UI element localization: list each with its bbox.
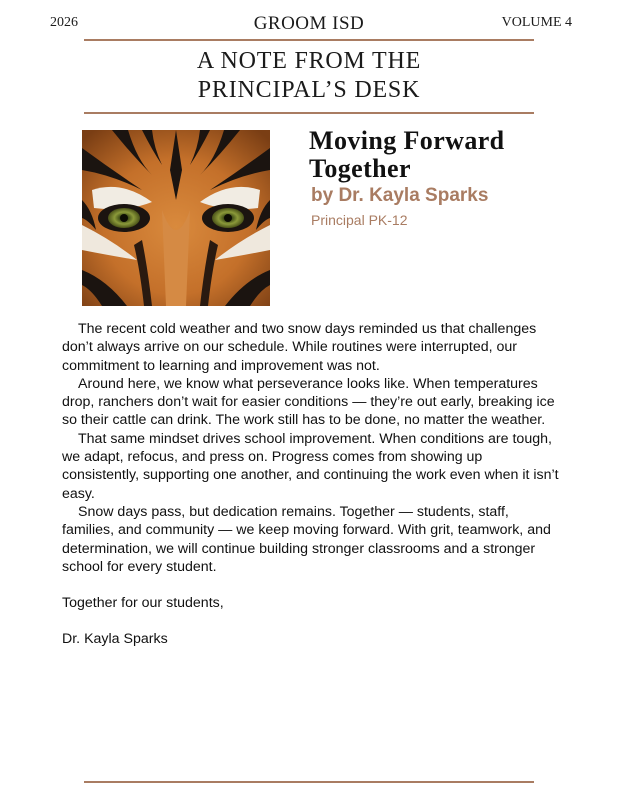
header-district: GROOM ISD	[253, 13, 365, 34]
article-byline: by Dr. Kayla Sparks	[311, 185, 489, 206]
page-title	[0, 47, 618, 105]
author-role: Principal PK-12	[311, 212, 408, 228]
paragraph: Snow days pass, but dedication remains. Together — students, staff, families, and community — we keep moving forward. With grit, teamwork, and determination, we will continue building stronger classrooms and a stronger school for every student.	[62, 503, 551, 575]
article-headline-line2: Together	[309, 154, 411, 183]
article-headline-line1: Moving Forward	[309, 126, 505, 155]
title-divider	[84, 112, 534, 114]
header-divider	[84, 39, 534, 41]
paragraph: The recent cold weather and two snow days reminded us that challenges don’t always arrive on our schedule. While routines were interrupted, our commitment to learning and improvement was not.	[62, 321, 537, 374]
header-volume: VOLUME 4	[501, 15, 572, 30]
header-year: 2026	[50, 15, 78, 30]
signature: Dr. Kayla Sparks	[62, 631, 168, 648]
article-body	[62, 320, 562, 649]
closing-line: Together for our students,	[62, 595, 224, 612]
page-title-line2: PRINCIPAL’S DESK	[197, 77, 421, 103]
footer-divider	[84, 781, 534, 783]
tiger-photo	[82, 130, 270, 306]
paragraph: Around here, we know what perseverance looks like. When temperatures drop, ranchers don’t wait for easier conditions — they’re out early, breaking ice so their cattle can drink. The work still has to be done, no matter the weather.	[62, 375, 555, 429]
page-title-line1: A NOTE FROM THE	[196, 48, 422, 74]
paragraph: That same mindset drives school improvement. When conditions are tough, we adapt, refocus, and press on. Progress comes from showing up consistently, supporting one another, and continuing the work even when it isn’t easy.	[62, 430, 559, 502]
article-headline	[309, 127, 505, 183]
